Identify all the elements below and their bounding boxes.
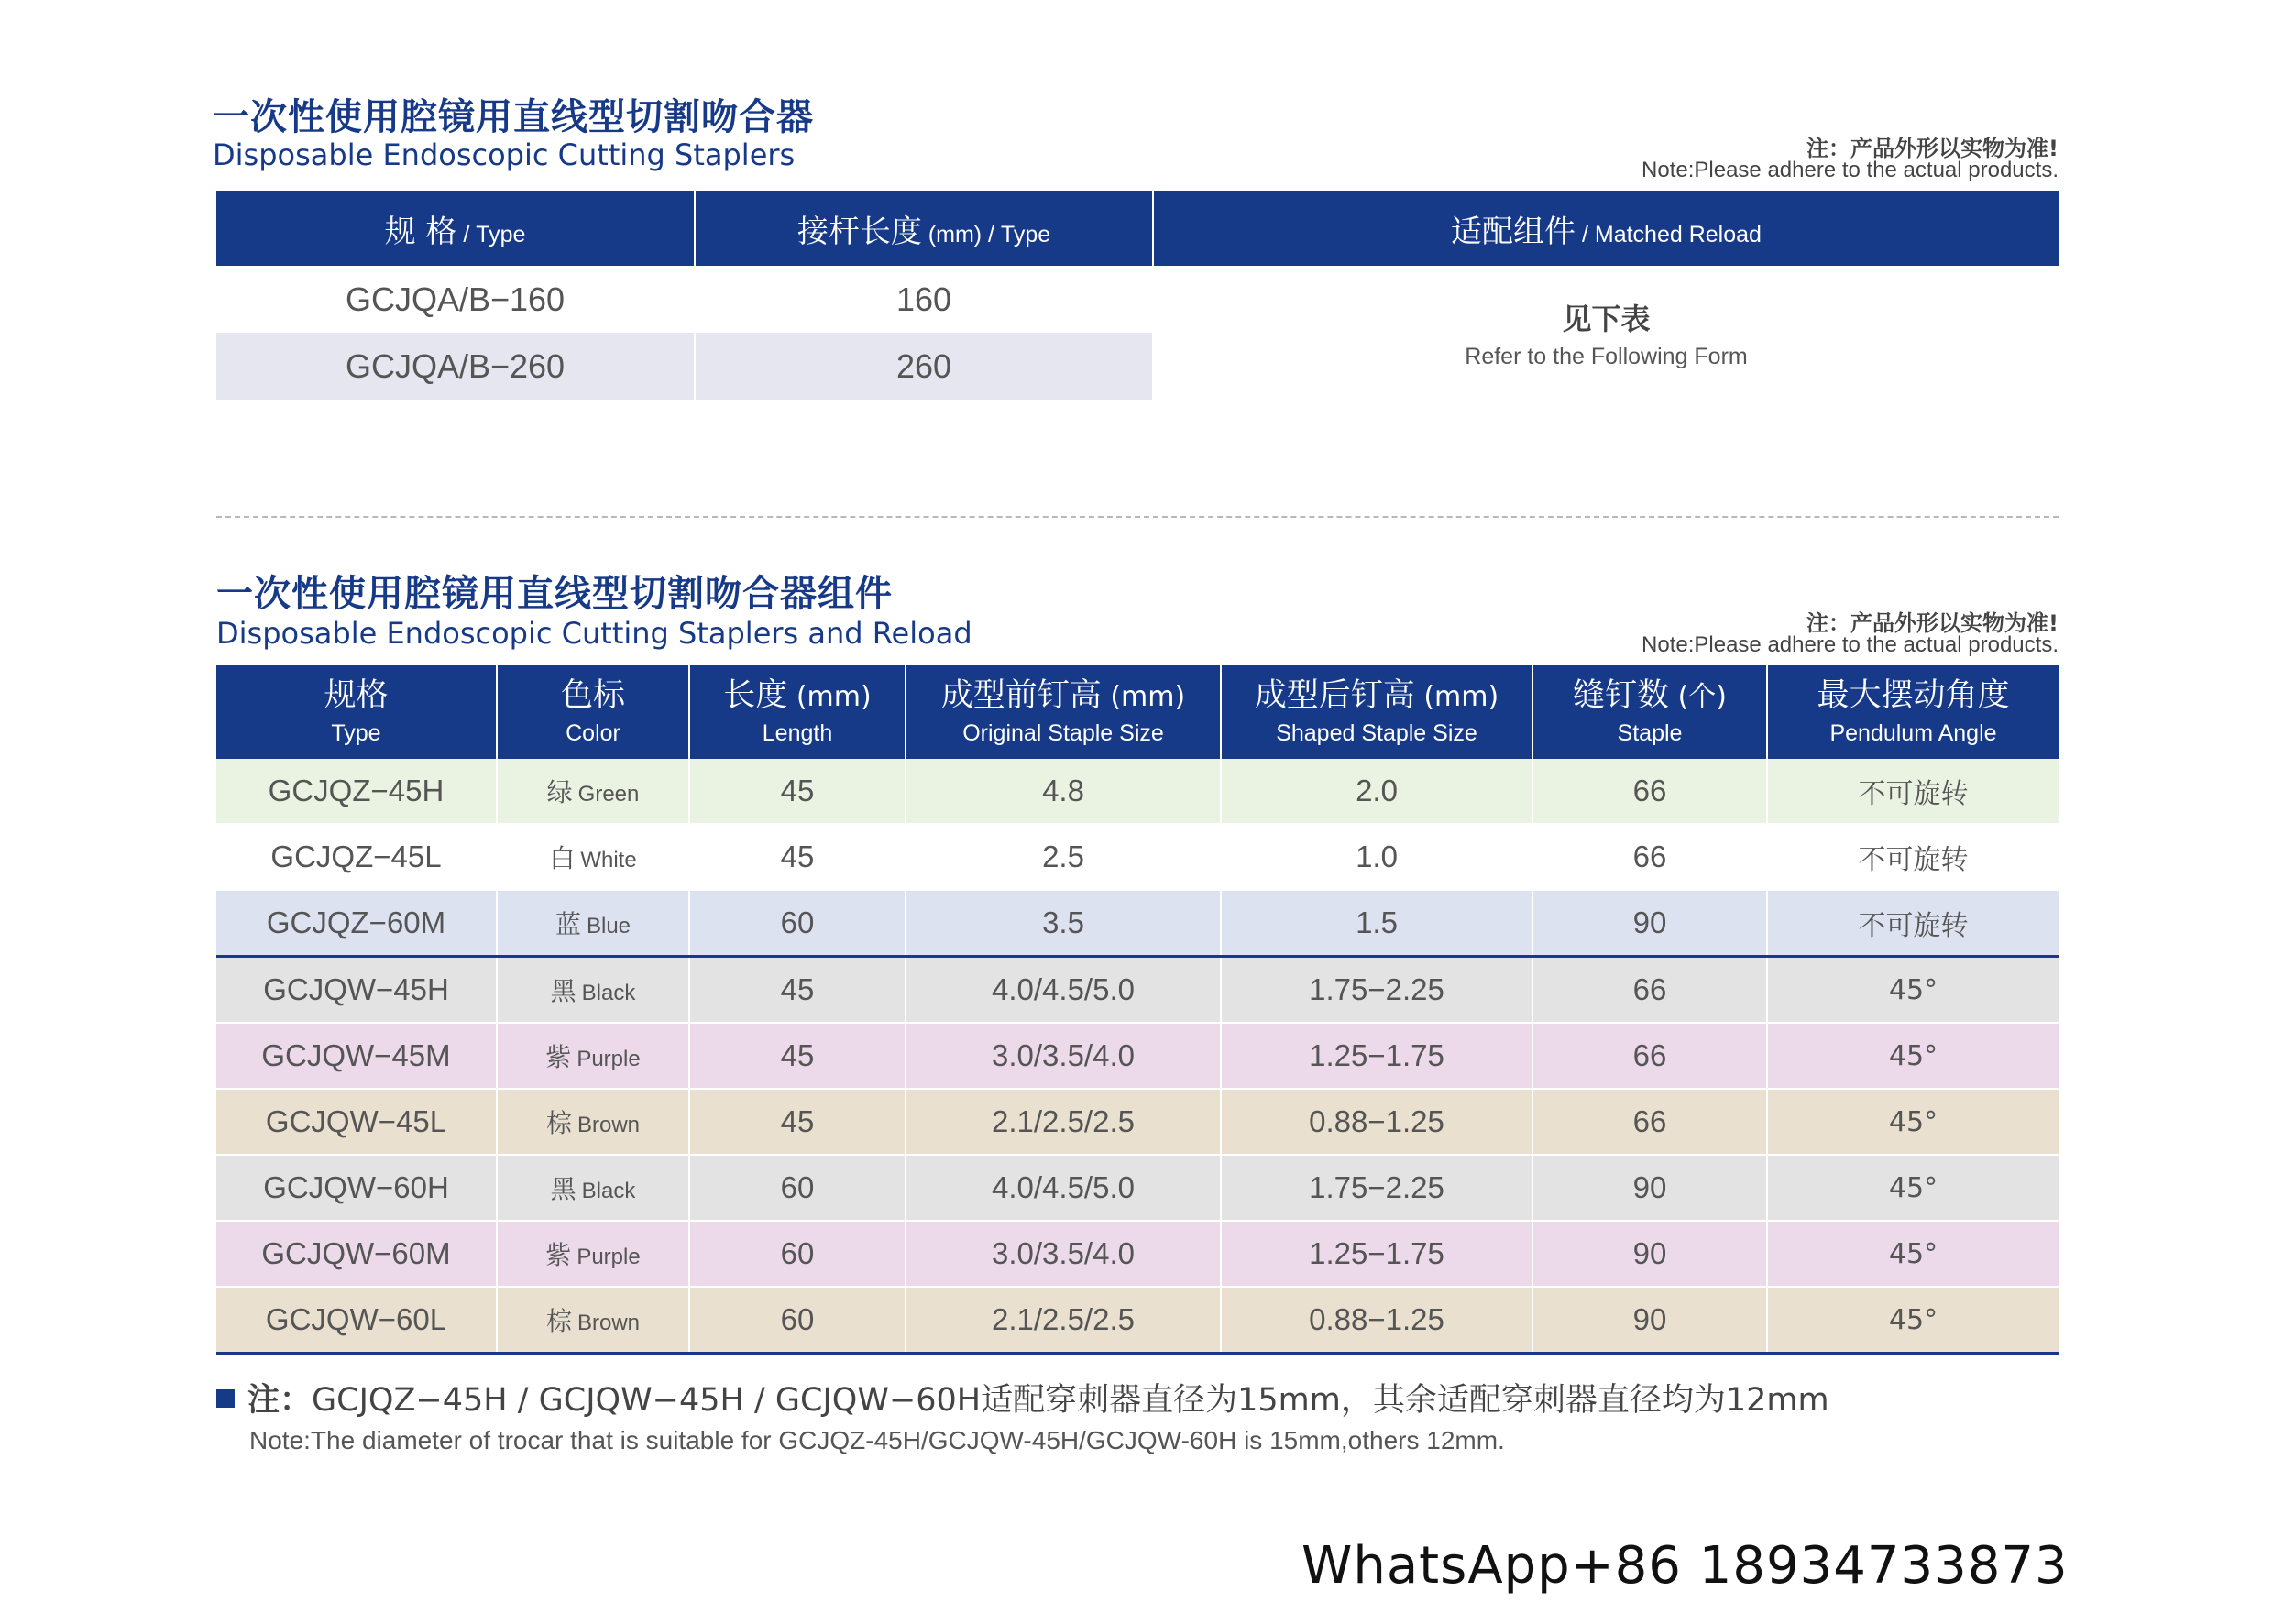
color-en: Green [577, 782, 640, 807]
cell-color [497, 1089, 689, 1155]
header-length: 长度 (mm) Length [689, 665, 906, 759]
cell-shaped: 1.25−1.75 [1221, 1221, 1532, 1287]
cell-staple: 66 [1532, 1023, 1767, 1089]
table-row [216, 1287, 2059, 1354]
cell-color [497, 759, 689, 824]
color-cn: 黑 [550, 976, 576, 1006]
color-en: Purple [576, 1047, 641, 1071]
table-row [216, 759, 2059, 824]
section2-note-cn: 注：产品外形以实物为准! [1806, 610, 2059, 636]
cell-angle: 45° [1767, 1221, 2059, 1287]
cell-original: 2.1/2.5/2.5 [906, 1089, 1221, 1155]
section1-title-en: Disposable Endoscopic Cutting Staplers [213, 137, 796, 172]
header-rod-length: 接杆长度 (mm) / Type [695, 191, 1153, 266]
reload-table [216, 665, 2059, 1355]
cell-angle: 45° [1767, 1287, 2059, 1354]
header-pendulum-angle: 最大摆动角度 Pendulum Angle [1767, 665, 2059, 759]
cell-shaped: 1.25−1.75 [1221, 1023, 1532, 1089]
cell-shaped: 1.5 [1221, 890, 1532, 957]
cell-length: 45 [689, 1023, 906, 1089]
cell-length: 160 [695, 266, 1153, 333]
cell-original: 4.0/4.5/5.0 [906, 1155, 1221, 1221]
section1-note-cn: 注：产品外形以实物为准! [1806, 136, 2059, 161]
note-bullet-icon [216, 1389, 235, 1408]
cell-length: 45 [689, 1089, 906, 1155]
table-row [216, 1089, 2059, 1155]
stapler-table [216, 191, 2059, 400]
cell-color [497, 1221, 689, 1287]
cell-type: GCJQA/B−260 [216, 333, 695, 400]
cell-color [497, 957, 689, 1024]
color-cn: 紫 [545, 1240, 572, 1270]
section1-note-en: Note:Please adhere to the actual products. [1642, 158, 2059, 182]
cell-length: 45 [689, 824, 906, 890]
cell-length: 60 [689, 1221, 906, 1287]
cell-length: 45 [689, 759, 906, 824]
cell-angle: 不可旋转 [1767, 890, 2059, 957]
cell-staple: 90 [1532, 890, 1767, 957]
color-en: White [580, 848, 637, 872]
color-cn: 紫 [545, 1042, 572, 1072]
cell-angle: 45° [1767, 1089, 2059, 1155]
table-row [216, 1023, 2059, 1089]
header-staple: 缝钉数 (个) Staple [1532, 665, 1767, 759]
color-en: Brown [576, 1311, 641, 1335]
cell-staple: 90 [1532, 1287, 1767, 1354]
cell-type: GCJQW−60M [216, 1221, 497, 1287]
cell-staple: 90 [1532, 1221, 1767, 1287]
cell-color [497, 890, 689, 957]
cell-length: 60 [689, 1155, 906, 1221]
cell-type: GCJQW−60L [216, 1287, 497, 1354]
color-en: Black [581, 1179, 636, 1203]
cell-shaped: 1.75−2.25 [1221, 957, 1532, 1024]
cell-shaped: 1.75−2.25 [1221, 1155, 1532, 1221]
reload-table-body [216, 759, 2059, 1354]
table-row [216, 1221, 2059, 1287]
cell-original: 3.0/3.5/4.0 [906, 1023, 1221, 1089]
cell-angle: 不可旋转 [1767, 824, 2059, 890]
cell-color [497, 1287, 689, 1354]
cell-type: GCJQW−45L [216, 1089, 497, 1155]
table-row [216, 1155, 2059, 1221]
cell-staple: 90 [1532, 1155, 1767, 1221]
color-cn: 绿 [546, 777, 573, 807]
cell-type: GCJQA/B−160 [216, 266, 695, 333]
cell-length: 260 [695, 333, 1153, 400]
cell-original: 2.5 [906, 824, 1221, 890]
table-row [216, 266, 2059, 333]
color-en: Blue [586, 914, 631, 938]
section2-title-en: Disposable Endoscopic Cutting Staplers and Reload [216, 616, 972, 651]
cell-staple: 66 [1532, 1089, 1767, 1155]
header-type: 规 格 / Type [216, 191, 695, 266]
cell-original: 3.5 [906, 890, 1221, 957]
cell-length: 45 [689, 957, 906, 1024]
cell-type: GCJQZ−60M [216, 890, 497, 957]
cell-shaped: 1.0 [1221, 824, 1532, 890]
stapler-table-header [216, 191, 2059, 266]
color-cn: 棕 [545, 1306, 572, 1336]
trocar-note-cn: 注：GCJQZ−45H / GCJQW−45H / GCJQW−60H适配穿刺器直径为15mm，其余适配穿刺器直径均为12mm [216, 1375, 1829, 1421]
trocar-note-en: Note:The diameter of trocar that is suitable for GCJQZ-45H/GCJQW-45H/GCJQW-60H is 15mm,others 12mm. [249, 1426, 1505, 1454]
cell-angle: 不可旋转 [1767, 759, 2059, 824]
section-divider [216, 516, 2059, 518]
cell-length: 60 [689, 890, 906, 957]
cell-staple: 66 [1532, 759, 1767, 824]
cell-angle: 45° [1767, 1155, 2059, 1221]
cell-staple: 66 [1532, 824, 1767, 890]
color-cn: 蓝 [555, 909, 581, 939]
cell-original: 4.0/4.5/5.0 [906, 957, 1221, 1024]
cell-original: 3.0/3.5/4.0 [906, 1221, 1221, 1287]
cell-shaped: 0.88−1.25 [1221, 1089, 1532, 1155]
color-en: Brown [576, 1113, 641, 1137]
cell-color [497, 1023, 689, 1089]
section1-title-cn: 一次性使用腔镜用直线型切割吻合器 [213, 96, 814, 138]
header-type: 规格 Type [216, 665, 497, 759]
section2-note-en: Note:Please adhere to the actual products. [1642, 632, 2059, 657]
color-en: Purple [576, 1245, 641, 1269]
cell-type: GCJQZ−45L [216, 824, 497, 890]
cell-color [497, 824, 689, 890]
cell-shaped: 2.0 [1221, 759, 1532, 824]
table-row [216, 957, 2059, 1024]
section2-title-cn: 一次性使用腔镜用直线型切割吻合器组件 [216, 573, 893, 615]
color-en: Black [581, 981, 636, 1005]
color-cn: 白 [549, 843, 576, 873]
color-cn: 黑 [550, 1174, 576, 1204]
reload-table-header [216, 665, 2059, 759]
cell-type: GCJQW−45H [216, 957, 497, 1024]
cell-staple: 66 [1532, 957, 1767, 1024]
table-row [216, 824, 2059, 890]
header-original-staple-size: 成型前钉高 (mm) Original Staple Size [906, 665, 1221, 759]
cell-length: 60 [689, 1287, 906, 1354]
cell-type: GCJQW−60H [216, 1155, 497, 1221]
cell-matched-reload [1153, 266, 2059, 400]
cell-type: GCJQZ−45H [216, 759, 497, 824]
merged-en: Refer to the Following Form [1465, 343, 1748, 369]
header-color: 色标 Color [497, 665, 689, 759]
merged-cn: 见下表 [1562, 301, 1651, 336]
cell-original: 2.1/2.5/2.5 [906, 1287, 1221, 1354]
header-matched-reload: 适配组件 / Matched Reload [1153, 191, 2059, 266]
cell-shaped: 0.88−1.25 [1221, 1287, 1532, 1354]
cell-color [497, 1155, 689, 1221]
table-row [216, 890, 2059, 957]
cell-angle: 45° [1767, 1023, 2059, 1089]
cell-original: 4.8 [906, 759, 1221, 824]
cell-type: GCJQW−45M [216, 1023, 497, 1089]
cell-angle: 45° [1767, 957, 2059, 1024]
color-cn: 棕 [545, 1108, 572, 1138]
whatsapp-contact: WhatsApp+86 18934733873 [1301, 1536, 2069, 1596]
header-shaped-staple-size: 成型后钉高 (mm) Shaped Staple Size [1221, 665, 1532, 759]
